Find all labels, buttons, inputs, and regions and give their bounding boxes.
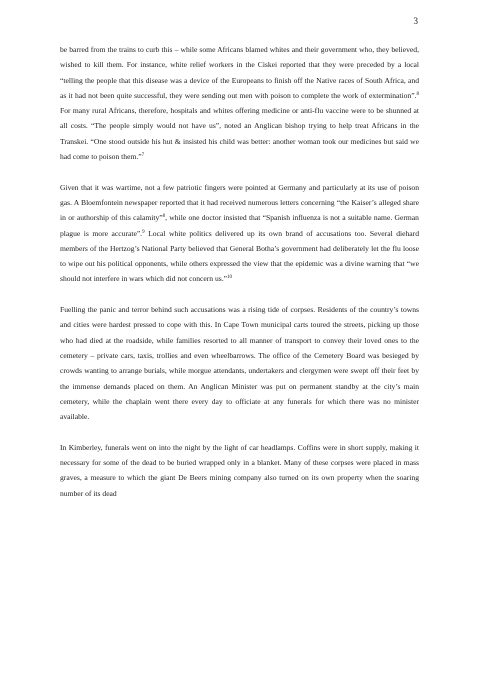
footnote-ref: 8 — [162, 214, 166, 220]
text-run: be barred from the trains to curb this – while some Africans blamed whites and their government who, they believed, wished to kill them. For instance, white relief workers in the Ciskei reported that they were preceded by a local “telling the people that this disease was a device of the Europeans to finish off the Native races of South Africa, and as it had not been quite successful, they were sending out men with poison to complete the work of extermination”. — [60, 45, 419, 100]
footnote-ref: 10 — [227, 275, 233, 281]
page-number: 3 — [413, 16, 418, 26]
text-run: Local white politics delivered up its own brand of accusations too. Several diehard members of the Hertzog’s National Party believed that General Botha’s government had deliberately let the flu loose to wipe out his political opponents, while others expressed the view that the epidemic was a divine warning that “we should not interfere in wars which did not concern us.” — [60, 228, 419, 284]
footnote-ref: 7 — [141, 153, 145, 159]
text-run: In Kimberley, funerals went on into the night by the light of car headlamps. Coffins were in short supply, making it necessary for some of the dead to be buried wrapped only in a blanket. Many of these corpses were placed in mass graves, a measure to which the giant De Beers mining company also turned on its own property when the soaring number of its dead — [60, 442, 419, 498]
text-run: , while one doctor insisted that “Spanish influenza is not a suitable name. German plague is more accurate”. — [60, 213, 419, 238]
footnote-ref: 8 — [416, 91, 419, 97]
paragraph — [60, 180, 419, 287]
paragraph — [60, 302, 419, 424]
footnote-ref: 9 — [142, 229, 145, 235]
text-run: Given that it was wartime, not a few patriotic fingers were pointed at Germany and particularly at its use of poison gas. A Bloemfontein newspaper reported that it had received numerous letters concerning “the Kaiser’s alleged share in or authorship of this calamity” — [60, 182, 419, 223]
body-text — [60, 42, 419, 516]
paragraph — [60, 440, 419, 501]
paragraph — [60, 42, 419, 164]
text-run: Fuelling the panic and terror behind such accusations was a rising tide of corpses. Residents of the country’s towns and cities were hardest pressed to cope with this. In Cape Town municipal carts toured the streets, picking up those who had died at the roadside, while families resorted to all manner of transport to convey their loved ones to the cemetery – private cars, taxis, trollies and even wheelbarrows. The office of the Cemetery Board was besieged by crowds wanting to arrange burials, while morgue attendants, undertakers and clergymen were swept off their feet by the immense demands placed on them. An Anglican Minister was put on permanent standby at the city’s main cemetery, while the chaplain went there every day to officiate at any funerals for which there was no minister available. — [60, 305, 419, 422]
text-run: For many rural Africans, therefore, hospitals and whites offering medicine or anti-flu vaccine were to be shunned at all costs. “The people simply would not have us”, noted an Anglican bishop trying to help treat Africans in the Transkei. “One stood outside his hut & insisted his child was better: another woman took our medicines but said we had come to poison them.” — [60, 106, 419, 162]
